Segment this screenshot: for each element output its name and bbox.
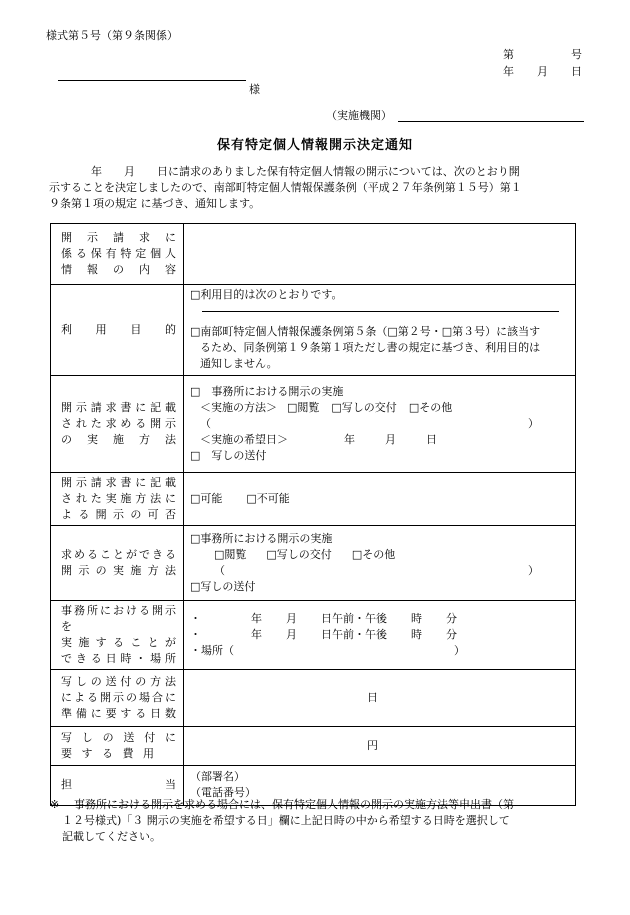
value-cost[interactable] (184, 726, 576, 765)
note-line-3: 記載してください。 (62, 829, 161, 843)
note-line-1: 事務所における開示を求める場合には、保有特定個人情報の開示の実施方法等申出書（第 (74, 798, 514, 811)
note-mark: ※ (50, 798, 60, 811)
row-available-method (51, 526, 576, 601)
bullet: ・ (190, 611, 201, 625)
viewing-checkbox[interactable]: □閲覧 (287, 401, 320, 415)
paren-open: （ (200, 417, 211, 431)
paren-close: ） (454, 643, 465, 657)
intro-paragraph (49, 164, 579, 212)
label-line: 求めることができる (61, 548, 177, 562)
slot-hour: 時 (411, 611, 422, 625)
footnote (50, 797, 578, 845)
purpose-blank-line[interactable] (202, 311, 559, 312)
other-checkbox[interactable]: □その他 (408, 401, 453, 415)
date-month: 月 (537, 65, 548, 78)
purpose-option-1[interactable]: □利用目的は次のとおりです。 (190, 288, 343, 301)
slot-minute: 分 (446, 627, 457, 641)
label-line: の実施方法 (61, 432, 177, 446)
value-available-method (184, 526, 576, 601)
days-unit: 日 (367, 690, 378, 704)
row-feasibility (51, 473, 576, 526)
label-line: 開示請求書に記載 (61, 476, 177, 490)
label-request-content (51, 224, 184, 285)
slot-hour: 時 (411, 627, 422, 641)
label-preparation-days (51, 669, 184, 726)
available-other-paren-row[interactable] (190, 563, 569, 579)
available-copy-checkbox[interactable]: □写しの交付 (266, 548, 332, 562)
desired-month: 月 (385, 432, 396, 446)
row-datetime-place (51, 601, 576, 670)
row-cost (51, 726, 576, 765)
slot-day-ampm: 日午前・午後 (321, 627, 387, 641)
date-day: 日 (571, 65, 582, 78)
desired-date-label: ＜実施の希望日＞ (200, 432, 288, 446)
label-line: 開示の実施方法 (61, 564, 177, 577)
number-suffix: 号 (571, 48, 582, 61)
method-options (190, 400, 569, 416)
available-mailing-checkbox[interactable]: □写しの送付 (190, 579, 256, 593)
row-preparation-days (51, 669, 576, 726)
available-viewing-checkbox[interactable]: □閲覧 (214, 548, 247, 562)
row-purpose (51, 285, 576, 376)
label-line: 写しの送付の方法 (61, 674, 177, 688)
slot-year: 年 (251, 627, 262, 641)
purpose-option-2-line2: るため、同条例第１９条第１項ただし書の規定に基づき、利用目的は (200, 340, 541, 354)
label-requested-method (51, 376, 184, 473)
intro-line-1: 年 月 日に請求のありました保有特定個人情報の開示については、次のとおり開 (91, 165, 520, 178)
document-title: 保有特定個人情報開示決定通知 (216, 138, 413, 153)
purpose-option-2-line1[interactable]: □南部町特定個人情報保護条例第５条（□第２号・□第３号）に該当す (190, 324, 541, 338)
label-line: できる日時・場所 (61, 651, 177, 665)
row-requested-method (51, 376, 576, 473)
paren-close: ） (528, 417, 539, 431)
label-line: 係る保有特定個人 (61, 247, 177, 261)
value-datetime-place (184, 601, 576, 670)
method-label: ＜実施の方法＞ (200, 401, 277, 415)
note-line-2: １２号様式)「３ 開示の実施を希望する日」欄に上記日時の中から希望する日時を選択して (62, 813, 510, 827)
form-number: 様式第５号（第９条関係） (46, 29, 178, 42)
label-line: 準備に要する日数 (61, 706, 177, 720)
copy-delivery-checkbox[interactable]: □写しの交付 (331, 401, 397, 415)
place-label: ・場所（ (190, 643, 234, 657)
label-line: 担当 (61, 778, 177, 792)
value-feasibility (184, 473, 576, 526)
slot-month: 月 (286, 627, 297, 641)
impossible-checkbox[interactable]: □不可能 (246, 492, 290, 506)
addressee-suffix: 様 (249, 83, 260, 96)
desired-year: 年 (344, 432, 355, 446)
desired-date-row (190, 432, 569, 448)
disclosure-table (50, 223, 576, 806)
desired-day: 日 (426, 432, 437, 446)
label-line: 開示請求書に記載 (61, 401, 177, 415)
possible-checkbox[interactable]: □可能 (190, 492, 223, 506)
label-available-method (51, 526, 184, 601)
available-method-options (190, 547, 569, 563)
number-prefix: 第 (503, 48, 514, 61)
paren-open: （ (214, 564, 225, 577)
value-purpose (184, 285, 576, 376)
value-preparation-days[interactable] (184, 669, 576, 726)
label-line: よる開示の可否 (61, 507, 177, 521)
slot-minute: 分 (446, 611, 457, 625)
agency-label: （実施機関） (326, 109, 392, 122)
paren-close: ） (528, 564, 539, 577)
purpose-option-2-line3: 通知しません。 (200, 356, 278, 370)
label-line: 写しの送付に (61, 730, 177, 744)
department-field[interactable]: （部署名） (190, 770, 245, 784)
label-line: による開示の場合に (61, 690, 177, 704)
available-other-checkbox[interactable]: □その他 (351, 548, 396, 562)
value-requested-method (184, 376, 576, 473)
value-request-content[interactable] (184, 224, 576, 285)
slot-day-ampm: 日午前・午後 (321, 611, 387, 625)
intro-line-3: ９条第１項の規定 に基づき、通知します。 (49, 196, 261, 210)
agency-line (398, 108, 584, 122)
other-paren-row[interactable] (190, 416, 569, 432)
bullet: ・ (190, 627, 201, 641)
addressee-line (58, 80, 246, 81)
datetime-slot-2[interactable] (190, 627, 569, 643)
date-year: 年 (503, 65, 514, 78)
label-line: 利用目的 (61, 323, 177, 337)
label-line: 開示請求に (61, 231, 177, 245)
label-line: 事務所における開示を (61, 604, 177, 633)
label-line: された求める開示 (61, 417, 177, 431)
label-feasibility (51, 473, 184, 526)
yen-unit: 円 (367, 738, 378, 752)
intro-line-2: 示することを決定しましたので、南部町特定個人情報保護条例（平成２７年条例第１５号）第１ (49, 180, 522, 194)
place-row[interactable] (190, 643, 569, 659)
label-line: 実施することが (61, 635, 177, 649)
label-line: された実施方法に (61, 492, 177, 506)
datetime-slot-1[interactable] (190, 611, 569, 627)
label-line: 情報の内容 (61, 262, 177, 276)
phone-field[interactable]: （電話番号） (190, 786, 256, 800)
slot-month: 月 (286, 611, 297, 625)
label-purpose (51, 285, 184, 376)
slot-year: 年 (251, 611, 262, 625)
label-datetime-place (51, 601, 184, 670)
label-line: 要する費用 (61, 746, 155, 760)
label-cost (51, 726, 184, 765)
office-disclosure-checkbox[interactable]: □ 事務所における開示の実施 (190, 385, 344, 399)
available-office-checkbox[interactable]: □事務所における開示の実施 (190, 532, 333, 546)
copy-mailing-checkbox[interactable]: □ 写しの送付 (190, 448, 267, 462)
row-request-content (51, 224, 576, 285)
